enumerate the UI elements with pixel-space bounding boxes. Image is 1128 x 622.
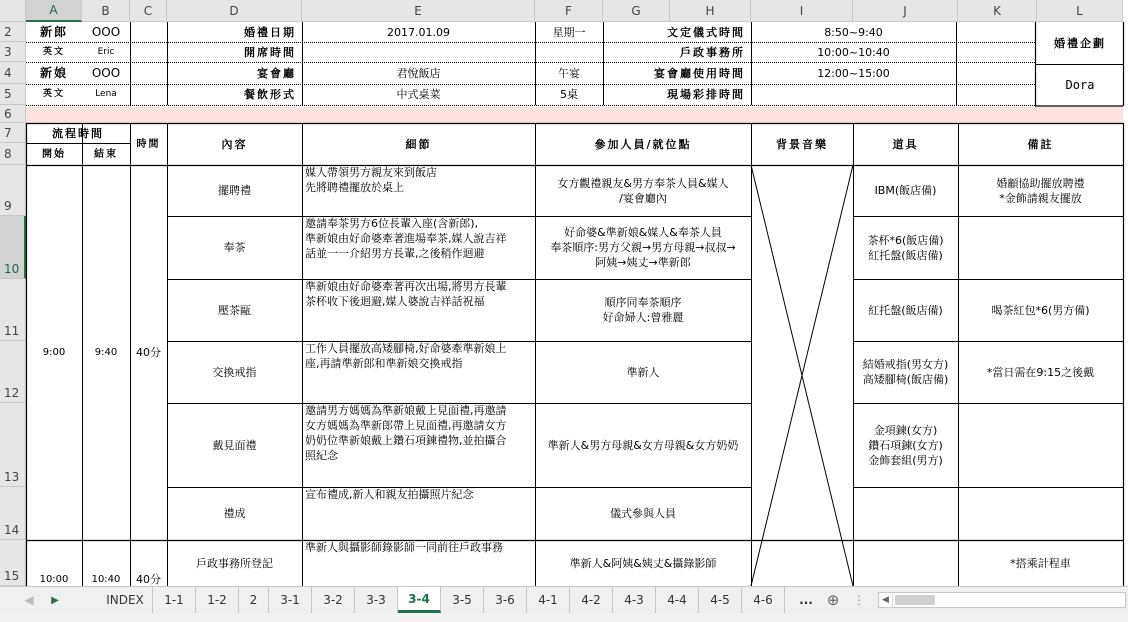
item-detail-line: 工作人員擺放高矮腳椅,好命婆牽準新娘上 <box>305 342 507 355</box>
item-detail-line: 準新人與攝影師錄影師一同前往戶政事務 <box>305 541 503 554</box>
row-header-9[interactable]: 9 <box>0 165 26 216</box>
item-props-line: IBM(飯店備) <box>874 184 937 197</box>
row-header-3[interactable]: 3 <box>0 42 26 62</box>
item-detail-line: 邀請奉茶男方6位長輩入座(含新郎), <box>305 217 479 230</box>
sheet-tab-3-4[interactable]: 3-4 <box>398 587 441 613</box>
wedding-date-label: 婚禮日期 <box>244 25 296 39</box>
item-props-line: 結婚戒指(男女方) <box>862 358 949 371</box>
row-header-14[interactable]: 14 <box>0 487 26 540</box>
plus-circle-icon[interactable]: ⊕ <box>826 591 840 609</box>
sheet-tab-2[interactable]: 2 <box>239 587 269 613</box>
groom-value: OOO <box>91 24 121 39</box>
row-header-10[interactable]: 10 <box>0 216 26 279</box>
row-header-6[interactable]: 6 <box>0 105 26 123</box>
catering-label: 餐飲形式 <box>244 88 296 101</box>
column-header-l[interactable]: L <box>1037 0 1123 22</box>
row-header-13[interactable]: 13 <box>0 403 26 487</box>
bride-en-label: 英文 <box>42 89 65 99</box>
block1-end: 9:40 <box>94 347 118 358</box>
row-header-7[interactable]: 7 <box>0 123 26 143</box>
item-detail-line: 女方媽媽為準新郎帶上見面禮,再邀請女方 <box>305 419 507 432</box>
item-props-line: 高矮腳椅(飯店備) <box>862 373 949 386</box>
registry-label: 戶政事務所 <box>680 45 745 59</box>
column-header-d[interactable]: D <box>167 0 302 22</box>
flow-time-header: 流程時間 <box>52 126 104 140</box>
item-props-line: 金飾套組(男方) <box>868 453 943 467</box>
block2-duration: 40分 <box>136 572 161 586</box>
duration-header: 時間 <box>136 138 161 150</box>
sheet-tab-index[interactable]: INDEX <box>98 587 153 613</box>
bride-en-value: Lena <box>95 89 117 99</box>
tab-splitter[interactable]: ⋮ <box>853 593 865 607</box>
notes-header: 備註 <box>1027 137 1054 151</box>
triangle-left-icon[interactable]: ◀ <box>24 593 34 607</box>
sheet-tab-1-1[interactable]: 1-1 <box>153 587 196 613</box>
column-header-g[interactable]: G <box>603 0 670 22</box>
banquet-hall-value: 君悅飯店 <box>396 66 441 80</box>
row-header-8[interactable]: 8 <box>0 143 26 165</box>
item-notes-line: *搭乘計程車 <box>1010 556 1071 570</box>
content-header: 內容 <box>221 137 248 151</box>
item-notes-line: *金飾請親友擺放 <box>999 191 1082 205</box>
sheet-tab-4-3[interactable]: 4-3 <box>613 587 656 613</box>
row-header-2[interactable]: 2 <box>0 22 26 42</box>
column-header-a[interactable]: A <box>26 0 82 22</box>
block2-start: 10:00 <box>39 573 69 585</box>
item-notes-line: 喝茶紅包*6(男方備) <box>991 303 1090 317</box>
item-detail-line: 媒人帶領男方親友來到飯店 <box>305 166 437 179</box>
item-notes-line: 婚顧協助擺放聘禮 <box>996 176 1085 190</box>
item-notes-line: *當日需在9:15之後戴 <box>986 365 1095 379</box>
item-participants-line: 準新人&阿姨&姨丈&攝錄影師 <box>569 556 717 570</box>
ceremony-time-value: 8:50~9:40 <box>824 25 883 39</box>
column-header-b[interactable]: B <box>82 0 130 22</box>
item-participants-line: 奉茶順序:男方父親→男方母親→叔叔→ <box>550 241 736 254</box>
item-props-line: 茶杯*6(飯店備) <box>867 233 944 247</box>
sheet-tab-1-2[interactable]: 1-2 <box>196 587 239 613</box>
catering-value: 中式桌菜 <box>396 88 441 101</box>
item-participants-line: 儀式參與人員 <box>610 507 676 520</box>
item-detail-line: 先將聘禮擺放於桌上 <box>305 181 404 194</box>
hall-use-value: 12:00~15:00 <box>817 66 890 80</box>
sheet-tab-4-6[interactable]: 4-6 <box>742 587 785 613</box>
detail-header: 細節 <box>405 137 432 151</box>
scroll-left-icon[interactable]: ◀ <box>879 593 893 607</box>
more-tabs-button[interactable]: ... <box>799 593 813 607</box>
block1-duration: 40分 <box>136 346 161 359</box>
column-header-i[interactable]: I <box>751 0 853 22</box>
groom-en-value: Eric <box>97 46 115 57</box>
column-header-f[interactable]: F <box>535 0 603 22</box>
planner-label: 婚禮企劃 <box>1054 36 1106 50</box>
item-participants-line: 好命婦人:曾雅麗 <box>602 311 684 324</box>
item-detail-line: 準新娘由好命婆牽著進場奉茶,媒人說吉祥 <box>305 232 507 245</box>
sheet-tab-4-4[interactable]: 4-4 <box>656 587 699 613</box>
item-participants-line: 女方觀禮親友&男方奉茶人員&媒人 <box>557 176 729 190</box>
planner-value: Dora <box>1065 77 1095 92</box>
column-header-k[interactable]: K <box>958 0 1037 22</box>
item-props-line: 紅托盤(飯店備) <box>868 303 943 317</box>
triangle-right-icon[interactable]: ▶ <box>51 594 59 606</box>
item-participants-line: /宴會廳內 <box>619 191 667 205</box>
sheet-tab-bar <box>0 586 1128 614</box>
hall-use-label: 宴會廳使用時間 <box>654 66 745 80</box>
sheet-tab-3-6[interactable]: 3-6 <box>484 587 527 613</box>
props-header: 道具 <box>892 137 919 151</box>
item-detail-line: 茶杯收下後迴避,媒人婆說吉祥話祝福 <box>305 295 485 308</box>
participants-header: 參加人員/就位點 <box>594 137 692 151</box>
sheet-tab-4-2[interactable]: 4-2 <box>570 587 613 613</box>
column-header-h[interactable]: H <box>670 0 751 22</box>
row-header-15[interactable]: 15 <box>0 540 26 586</box>
row-header-11[interactable]: 11 <box>0 279 26 341</box>
block1-start: 9:00 <box>42 347 66 358</box>
row-header-4[interactable]: 4 <box>0 62 26 84</box>
bride-value: OOO <box>91 65 121 80</box>
sheet-tab-3-5[interactable]: 3-5 <box>441 587 484 613</box>
start-header: 開始 <box>42 148 66 160</box>
column-header-c[interactable]: C <box>130 0 167 22</box>
row-header-12[interactable]: 12 <box>0 341 26 403</box>
horizontal-scrollbar[interactable] <box>878 592 1126 608</box>
item-content: 奉茶 <box>223 241 246 254</box>
ceremony-time-label: 文定儀式時間 <box>667 25 745 39</box>
row-header-5[interactable]: 5 <box>0 84 26 105</box>
scroll-thumb[interactable] <box>895 595 935 605</box>
block2-end: 10:40 <box>91 573 121 585</box>
item-participants-line: 好命婆&準新娘&媒人&奉茶人員 <box>564 226 722 239</box>
sheet-tab-4-5[interactable]: 4-5 <box>699 587 742 613</box>
status-bar <box>0 614 1128 622</box>
weekday-value: 星期一 <box>552 25 586 39</box>
wedding-date-value: 2017.01.09 <box>387 25 450 39</box>
column-header-j[interactable]: J <box>853 0 958 22</box>
item-detail-line: 宣布禮成,新人和親友拍攝照片紀念 <box>305 488 474 501</box>
column-header-e[interactable]: E <box>302 0 535 22</box>
item-detail-line: 準新娘由好命婆牽著再次出場,將男方長輩 <box>305 280 507 293</box>
item-participants-line: 準新人 <box>626 365 660 379</box>
item-content: 擺聘禮 <box>218 184 251 197</box>
sheet-tab-3-1[interactable]: 3-1 <box>269 587 312 613</box>
groom-en-label: 英文 <box>42 46 65 57</box>
item-content: 禮成 <box>223 507 246 520</box>
meal-value: 午宴 <box>558 66 580 80</box>
item-content: 戶政事務所登記 <box>196 556 273 570</box>
item-detail-line: 話並一一介紹男方長輩,之後稍作迴避 <box>305 247 485 260</box>
dish-count-value: 5桌 <box>560 88 578 101</box>
item-participants-line: 準新人&男方母親&女方母親&女方奶奶 <box>547 438 739 452</box>
sheet-tab-3-2[interactable]: 3-2 <box>312 587 355 613</box>
item-content: 戴見面禮 <box>212 438 257 452</box>
rehearsal-label: 現場彩排時間 <box>667 88 745 101</box>
sheet-tab-3-3[interactable]: 3-3 <box>355 587 398 613</box>
end-header: 結束 <box>94 148 118 160</box>
item-content: 交換戒指 <box>212 365 257 379</box>
item-participants-line: 順序同奉茶順序 <box>604 296 682 309</box>
registry-value: 10:00~10:40 <box>817 45 890 59</box>
groom-label: 新郎 <box>39 24 68 39</box>
item-participants-line: 阿姨→姨丈→準新郎 <box>595 256 691 269</box>
item-props-line: 紅托盤(飯店備) <box>868 248 943 262</box>
opening-label: 開席時間 <box>244 45 296 59</box>
item-props-line: 鑽石項鍊(女方) <box>868 438 943 452</box>
bride-label: 新娘 <box>39 65 68 80</box>
music-header: 背景音樂 <box>776 137 828 151</box>
item-detail-line: 照紀念 <box>305 449 338 462</box>
sheet-tab-4-1[interactable]: 4-1 <box>527 587 570 613</box>
item-content: 壓茶甌 <box>218 303 251 317</box>
item-detail-line: 座,再請準新郎和準新娘交換戒指 <box>305 357 463 370</box>
item-props-line: 金項鍊(女方) <box>873 423 938 437</box>
item-detail-line: 邀請男方媽媽為準新娘戴上見面禮,再邀請 <box>305 404 507 417</box>
item-detail-line: 奶奶位準新娘戴上鑽石項鍊禮物,並拍攝合 <box>305 434 507 447</box>
banquet-hall-label: 宴會廳 <box>257 66 296 80</box>
